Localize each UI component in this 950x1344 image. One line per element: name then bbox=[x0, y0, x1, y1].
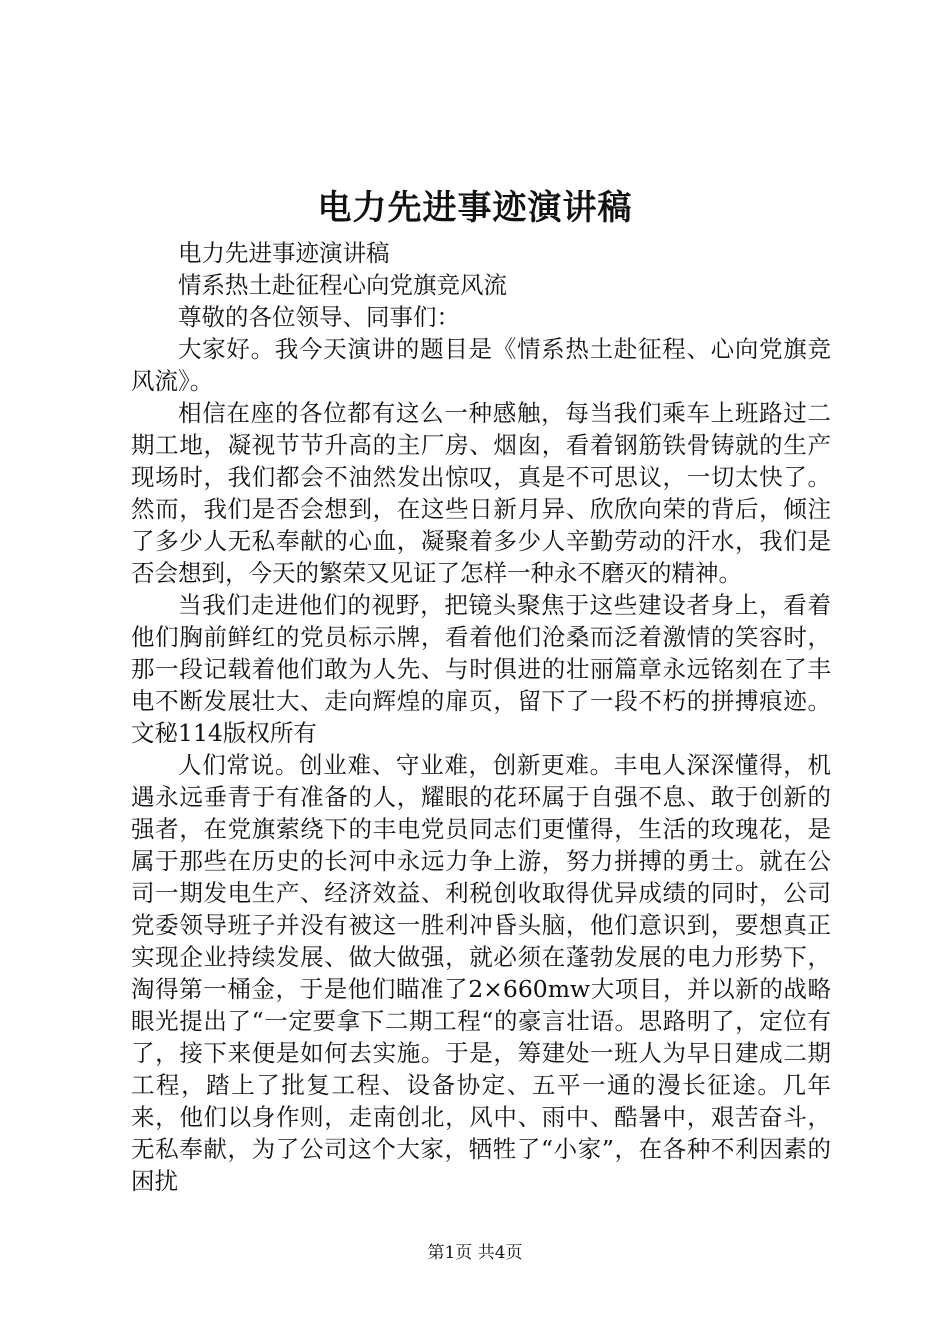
paragraph-body: 人们常说。创业难、守业难，创新更难。丰电人深深懂得，机遇永远垂青于有准备的人，耀眼的花环属于自强不息、敢于创新的强者，在党旗萦绕下的丰电党员同志们更懂得，生活的玫瑰花，是属于那些在历史的长河中永远力争上游，努力拼搏的勇士。就在公司一期发电生产、经济效益、利税创收取得优异成绩的同时，公司党委领导班子并没有被这一胜利冲昏头脑，他们意识到，要想真正实现企业持续发展、做大做强，就必须在蓬勃发展的电力形势下，淘得第一桶金，于是他们瞄准了2×660mw大项目，并以新的战略眼光提出了“一定要拿下二期工程“的豪言壮语。思路明了，定位有了，接下来便是如何去实施。于是，筹建处一班人为早日建成二期工程，踏上了批复工程、设备协定、五平一通的漫长征途。几年来，他们以身作则，走南创北，风中、雨中、酷暑中，艰苦奋斗，无私奉献，为了公司这个大家，牺牲了“小家”，在各种不利因素的困扰 bbox=[131, 751, 831, 1195]
paragraph-salutation: 尊敬的各位领导、同事们： bbox=[178, 303, 460, 331]
paragraph-greeting: 大家好。我今天演讲的题目是《情系热土赴征程、心向党旗竞风流》。 bbox=[131, 335, 831, 395]
document-body bbox=[131, 237, 831, 1197]
paragraph-body: 当我们走进他们的视野，把镜头聚焦于这些建设者身上，看着他们胸前鲜红的党员标示牌，看着他们沧桑而泛着激情的笑容时，那一段记载着他们敢为人先、与时俱进的壮丽篇章永远铭刻在了丰电不断发展壮大、走向辉煌的扉页，留下了一段不朽的拼搏痕迹。文秘114版权所有 bbox=[131, 591, 831, 747]
document-title: 电力先进事迹演讲稿 bbox=[317, 188, 633, 228]
paragraph-heading-repeat: 电力先进事迹演讲稿 bbox=[178, 239, 390, 267]
paragraph-subtitle: 情系热土赴征程心向党旗竞风流 bbox=[178, 271, 507, 299]
paragraph-body: 相信在座的各位都有这么一种感触，每当我们乘车上班路过二期工地，凝视节节升高的主厂房、烟囱，看着钢筋铁骨铸就的生产现场时，我们都会不油然发出惊叹，真是不可思议，一切太快了。然而，我们是否会想到，在这些日新月异、欣欣向荣的背后，倾注了多少人无私奉献的心血，凝聚着多少人辛勤劳动的汗水，我们是否会想到，今天的繁荣又见证了怎样一种永不磨灭的精神。 bbox=[131, 399, 831, 587]
page-number-footer: 第1页 共4页 bbox=[427, 1243, 523, 1263]
